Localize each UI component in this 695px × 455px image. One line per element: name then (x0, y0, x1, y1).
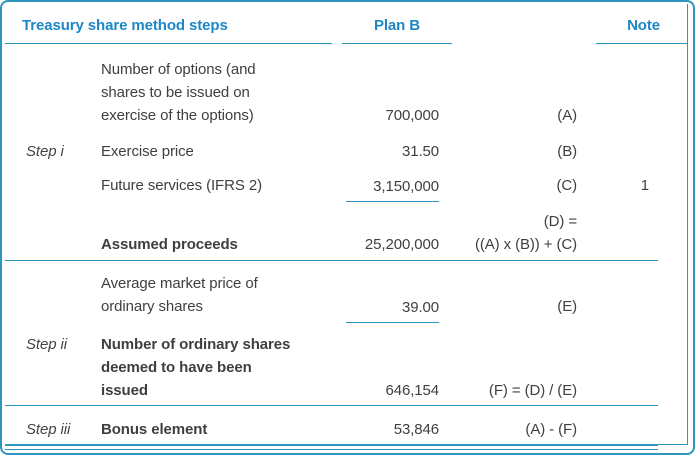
row-value: 25,200,000 (364, 236, 439, 253)
formula-label: (A) (557, 107, 577, 124)
column-header-steps: Treasury share method steps (5, 17, 332, 44)
table-row-shares-deemed-issued (5, 333, 687, 402)
description-line: Average market price of (101, 275, 258, 292)
row-value: 700,000 (385, 107, 439, 124)
header-gap (332, 4, 342, 44)
row-description: Future services (IFRS 2) (101, 177, 262, 194)
formula-label: (A) - (F) (525, 421, 577, 438)
formula-line: ((A) x (B)) + (C) (474, 236, 577, 253)
row-value: 31.50 (401, 143, 439, 160)
description-line: Number of ordinary shares (101, 336, 291, 353)
formula-label: (E) (557, 298, 577, 315)
description-line: ordinary shares (101, 298, 203, 315)
section-separator-line (5, 260, 658, 261)
row-value (319, 296, 439, 323)
table-row-number-of-options (5, 58, 687, 127)
table-row-average-market-price (5, 272, 687, 323)
formula-label: (B) (557, 143, 577, 160)
table-row-exercise-price (5, 140, 687, 163)
column-header-plan-b: Plan B (342, 17, 452, 44)
underlined-value: 39.00 (346, 296, 439, 323)
step-label: Step iii (26, 421, 71, 438)
row-description (101, 58, 319, 127)
description-line: exercise of the options) (101, 107, 254, 124)
formula-label: (C) (556, 177, 577, 194)
underlined-value: 3,150,000 (346, 175, 439, 202)
table-row-future-services (5, 174, 687, 202)
total-double-rule (5, 445, 658, 450)
description-line: issued (101, 382, 148, 399)
section-separator-line (5, 405, 658, 406)
header-gap (452, 4, 596, 44)
step-label: Step i (26, 143, 64, 160)
row-value: 646,154 (385, 382, 439, 399)
row-description (101, 272, 319, 323)
formula-label: (F) = (D) / (E) (488, 382, 577, 399)
formula-line: (D) = (543, 213, 577, 230)
row-description: Assumed proceeds (101, 236, 238, 253)
note-value: 1 (640, 177, 649, 194)
row-value: 53,846 (393, 421, 439, 438)
treasury-share-method-table (5, 4, 688, 445)
description-line: Number of options (and (101, 61, 256, 78)
description-line: deemed to have been (101, 359, 252, 376)
row-value (319, 175, 439, 202)
description-line: shares to be issued on (101, 84, 250, 101)
row-description: Exercise price (101, 143, 194, 160)
table-row-assumed-proceeds (5, 210, 687, 256)
table-row-bonus-element (5, 418, 687, 441)
formula-label (439, 210, 577, 256)
row-description: Bonus element (101, 421, 208, 438)
column-header-note: Note (596, 17, 687, 44)
row-description (101, 333, 319, 402)
table-header-row (5, 4, 687, 44)
step-label: Step ii (26, 336, 67, 353)
